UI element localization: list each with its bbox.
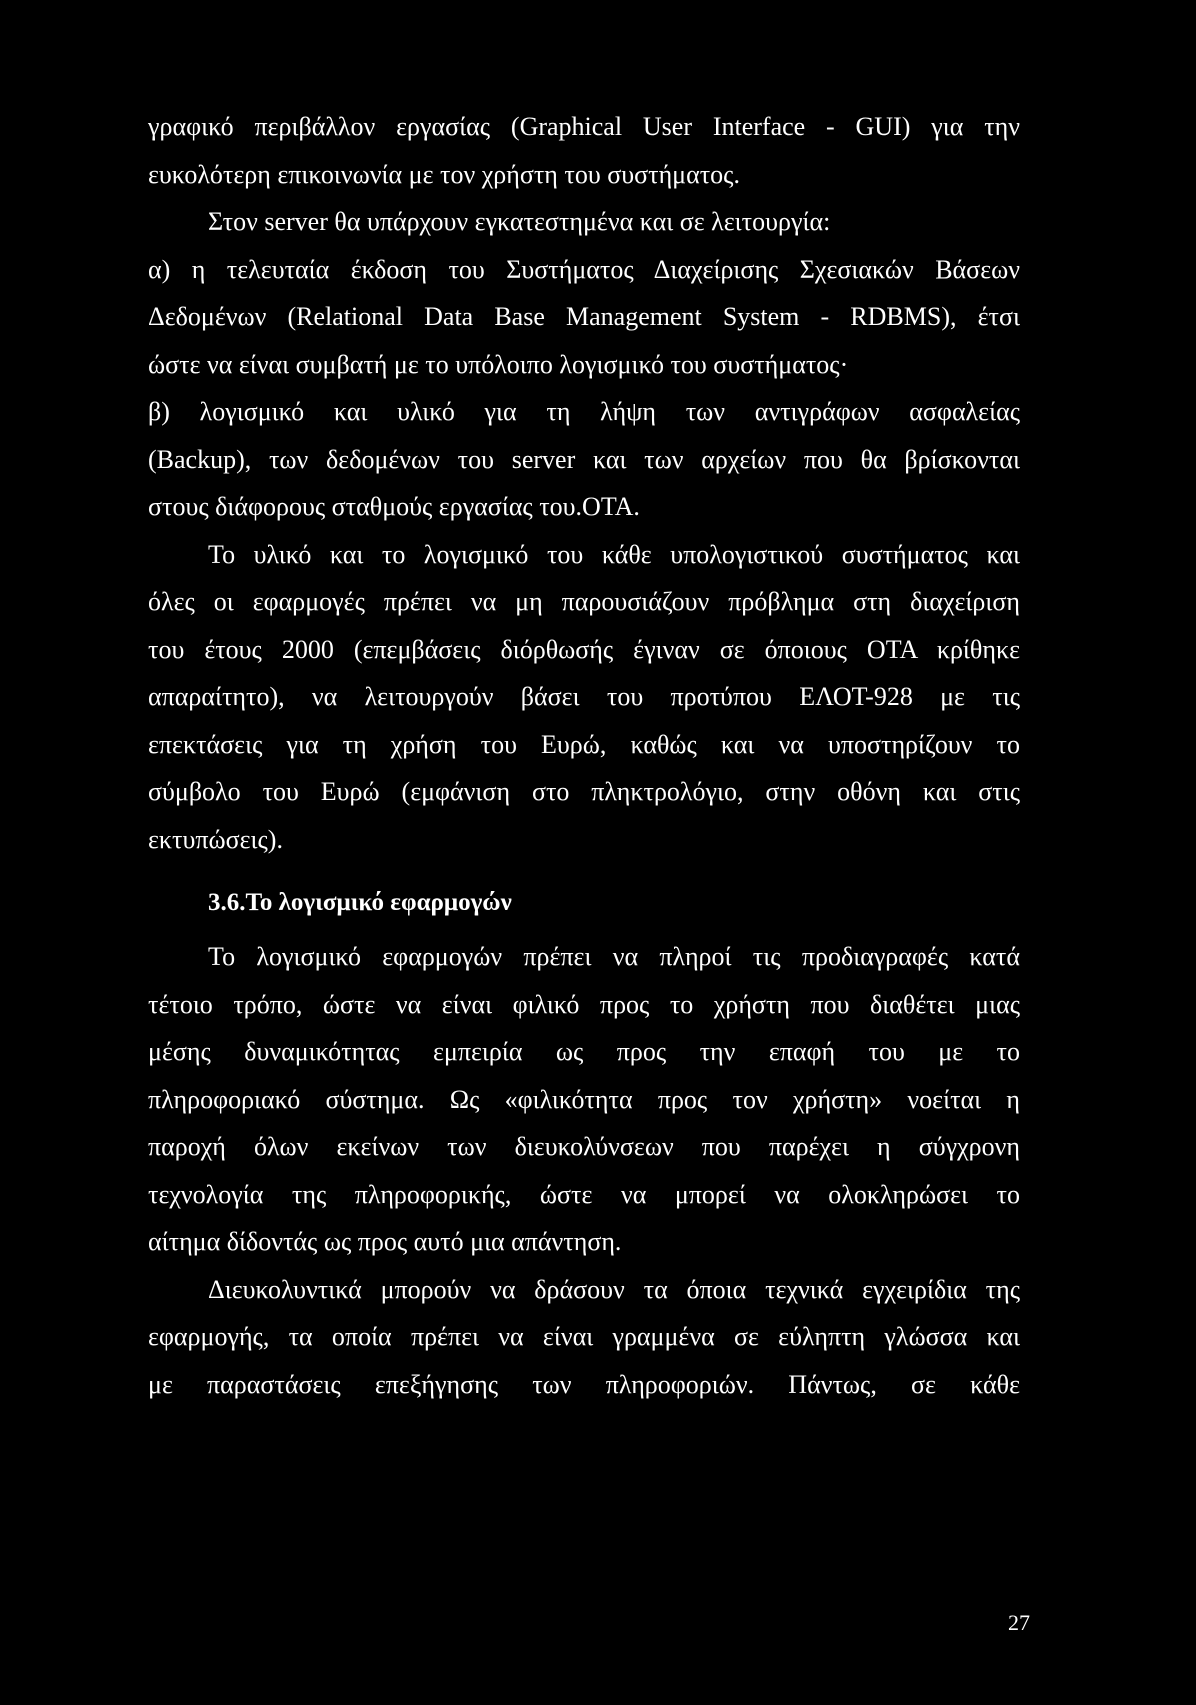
text-line: μέσης δυναμικότητας εμπειρία ως προς την επαφή του με το bbox=[148, 1037, 1020, 1066]
text-line: α) η τελευταία έκδοση του Συστήματος Διαχείρισης Σχεσιακών Βάσεων bbox=[148, 255, 1020, 284]
text-line: Δεδομένων (Relational Data Base Management System - RDBMS), έτσι bbox=[148, 302, 1020, 331]
text-line: απαραίτητο), να λειτουργούν βάσει του προτύπου ΕΛΟΤ-928 με τις bbox=[148, 682, 1020, 711]
text-line: πληροφοριακό σύστημα. Ως «φιλικότητα προς τον χρήστη» νοείται η bbox=[148, 1085, 1020, 1114]
text-line: β) λογισμικό και υλικό για τη λήψη των αντιγράφων ασφαλείας bbox=[148, 397, 1020, 426]
text-line: στους διάφορους σταθμούς εργασίας του.ΟΤΑ. bbox=[148, 492, 640, 521]
text-line: όλες οι εφαρμογές πρέπει να μη παρουσιάζουν πρόβλημα στη διαχείριση bbox=[148, 587, 1020, 616]
text-line: ευκολότερη επικοινωνία με τον χρήστη του συστήματος. bbox=[148, 160, 740, 189]
text-line: Το υλικό και το λογισμικό του κάθε υπολογιστικού συστήματος και bbox=[208, 540, 1020, 569]
text-line: Το λογισμικό εφαρμογών πρέπει να πληροί τις προδιαγραφές κατά bbox=[208, 942, 1020, 971]
text-line: αίτημα δίδοντάς ως προς αυτό μια απάντηση. bbox=[148, 1227, 622, 1256]
text-line: του έτους 2000 (επεμβάσεις διόρθωσής έγιναν σε όποιους ΟΤΑ κρίθηκε bbox=[148, 635, 1020, 664]
text-line: ώστε να είναι συμβατή με το υπόλοιπο λογισμικό του συστήματος· bbox=[148, 350, 849, 379]
section-heading: 3.6.Το λογισμικό εφαρμογών bbox=[208, 889, 512, 916]
text-line: επεκτάσεις για τη χρήση του Ευρώ, καθώς και να υποστηρίζουν το bbox=[148, 730, 1020, 759]
text-line: σύμβολο του Ευρώ (εμφάνιση στο πληκτρολόγιο, στην οθόνη και στις bbox=[148, 777, 1020, 806]
page-number: 27 bbox=[1008, 1610, 1030, 1635]
text-line: Στον server θα υπάρχουν εγκατεστημένα και σε λειτουργία: bbox=[208, 207, 831, 236]
text-line: τεχνολογία της πληροφορικής, ώστε να μπορεί να ολοκληρώσει το bbox=[148, 1180, 1020, 1209]
text-line: με παραστάσεις επεξήγησης των πληροφοριών. Πάντως, σε κάθε bbox=[148, 1370, 1020, 1399]
text-line: εφαρμογής, τα οποία πρέπει να είναι γραμμένα σε εύληπτη γλώσσα και bbox=[148, 1322, 1020, 1351]
text-line: παροχή όλων εκείνων των διευκολύνσεων που παρέχει η σύγχρονη bbox=[148, 1132, 1020, 1161]
text-line: Διευκολυντικά μπορούν να δράσουν τα όποια τεχνικά εγχειρίδια της bbox=[208, 1275, 1020, 1304]
text-line: εκτυπώσεις). bbox=[148, 825, 283, 854]
text-line: (Backup), των δεδομένων του server και των αρχείων που θα βρίσκονται bbox=[148, 445, 1020, 474]
text-line: γραφικό περιβάλλον εργασίας (Graphical User Interface - GUI) για την bbox=[148, 112, 1020, 141]
text-line: τέτοιο τρόπο, ώστε να είναι φιλικό προς το χρήστη που διαθέτει μιας bbox=[148, 990, 1020, 1019]
